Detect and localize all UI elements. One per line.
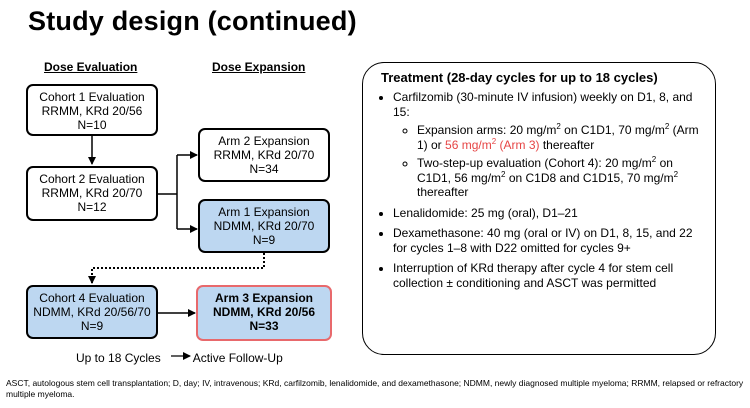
cohort2-title: Cohort 2 Evaluation [39, 172, 145, 186]
page-title: Study design (continued) [28, 6, 357, 36]
cohort4-regimen: NDMM, KRd 20/56/70 [33, 305, 151, 319]
treatment-panel [362, 62, 716, 355]
expansion-arms-item: ◦ Expansion arms: 20 $mg/m^2$ on C1D1, 70 $mg/m^2$ (Arm 1) or 56 $mg/m^2$ (Arm 3) thereafter [417, 123, 703, 152]
lenalidomide-item: • Lenalidomide: 25 mg (oral), D1–21 [393, 206, 703, 221]
dose-evaluation-header: Dose Evaluation [44, 60, 138, 74]
arm1-expansion-box [198, 199, 330, 253]
cohort2-evaluation-box [26, 166, 158, 221]
cohort2-regimen: RRMM, KRd 20/70 [41, 186, 143, 200]
cohort4-evaluation-box [26, 285, 158, 339]
arm1-regimen: NDMM, KRd 20/70 [213, 219, 315, 233]
legend-follow-up-label: Active Follow-Up [192, 351, 283, 365]
carfilzomib-text: Carfilzomib (30-minute IV infusion) weekly on D1, 8, and 15: [393, 90, 693, 119]
cohort1-evaluation-box [26, 84, 158, 136]
cohort4-title: Cohort 4 Evaluation [39, 291, 145, 305]
arm3-dose-highlight: 56 $mg/m^2$ (Arm 3) [445, 136, 540, 152]
legend-cycles-label: Up to 18 Cycles [76, 351, 161, 365]
arm2-title: Arm 2 Expansion [218, 134, 310, 148]
treatment-list [377, 90, 703, 290]
arm2-n: N=34 [249, 162, 279, 176]
abbreviations-footnote: ASCT, autologous stem cell transplantation; D, day; IV, intravenous; KRd, carfilzomib, lenalidomide, and dexamethasone; NDMM, newly diagnosed multiple myeloma; RRMM, relapsed or refractory multiple myeloma. [6, 378, 744, 399]
arm2-regimen: RRMM, KRd 20/70 [213, 148, 315, 162]
two-step-up-item: ◦ Two-step-up evaluation (Cohort 4): 20 $mg/m^2$ on C1D1, 56 $mg/m^2$ on C1D8 and C1D15, 70 $mg/m^2$ thereafter [417, 156, 703, 200]
arm1-n: N=9 [252, 233, 276, 247]
treatment-title: Treatment (28-day cycles for up to 18 cycles) [381, 70, 658, 85]
cohort1-n: N=10 [77, 118, 107, 132]
arm3-expansion-box [196, 285, 332, 341]
arm3-title: Arm 3 Expansion [214, 291, 314, 305]
arm1-title: Arm 1 Expansion [218, 205, 310, 219]
dexamethasone-item: • Dexamethasone: 40 mg (oral or IV) on D1, 8, 15, and 22 for cycles 1–8 with D22 omitted for cycles 9+ [393, 226, 703, 255]
arm3-n: N=33 [249, 319, 279, 333]
carfilzomib-sublist [393, 123, 703, 200]
cycle-legend [76, 351, 283, 365]
arm3-regimen: NDMM, KRd 20/56 [212, 305, 316, 319]
dose-expansion-header: Dose Expansion [212, 60, 306, 74]
dotted-arm1-to-cohort4 [92, 253, 264, 283]
cohort4-n: N=9 [80, 319, 104, 333]
cohort2-n: N=12 [77, 200, 107, 214]
interruption-item: • Interruption of KRd therapy after cycle 4 for stem cell collection ± conditioning and ASCT was permitted [393, 261, 703, 290]
cohort1-title: Cohort 1 Evaluation [39, 90, 145, 104]
carfilzomib-item [393, 90, 703, 200]
cohort1-regimen: RRMM, KRd 20/56 [41, 104, 143, 118]
arm2-expansion-box [198, 128, 330, 182]
